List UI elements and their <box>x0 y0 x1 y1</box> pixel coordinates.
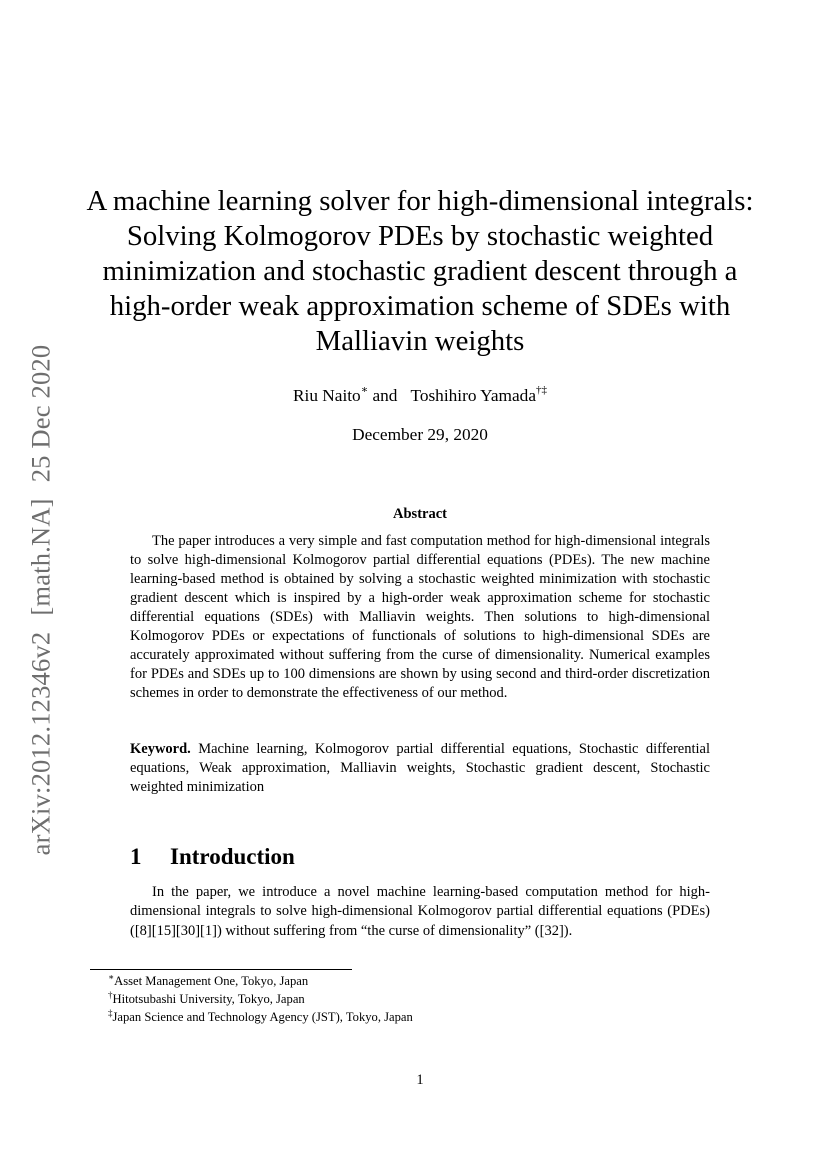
title-line: high-order weak approximation scheme of SDEs with <box>109 290 731 322</box>
footnote-text: Asset Management One, Tokyo, Japan <box>114 974 309 988</box>
author-connector: and <box>372 386 398 405</box>
abstract-text: The paper introduces a very simple and fast computation method for high-dimensional integrals to solve high-dimensional Kolmogorov partial differential equations (PDEs). The new machine learning-based method is obtained by solving a stochastic weighted minimization with stochastic gradient descent which is inspired by a high-order weak approximation scheme for stochastic differential equations (SDEs) with Malliavin weights. Then solutions to high-dimensional Kolmogorov PDEs or expectations of functionals of solutions to high-dimensional SDEs are accurately approximated without suffering from the curse of dimensionality. Numerical examples for PDEs and SDEs up to 100 dimensions are shown by using second and third-order discretization schemes in order to demonstrate the effectiveness of our method. <box>130 533 710 701</box>
author-footnote-mark: ∗ <box>360 384 369 396</box>
author-list <box>80 384 760 408</box>
footnote-text: Japan Science and Technology Agency (JST), Tokyo, Japan <box>112 1009 413 1024</box>
author-name: Riu Naito <box>293 386 361 405</box>
keywords-label: Keyword. <box>130 741 191 757</box>
footnote <box>108 973 708 991</box>
footnote <box>108 991 708 1009</box>
intro-paragraph: In the paper, we introduce a novel machine learning-based computation method for high-dimensional integrals to solve high-dimensional Kolmogorov partial differential equations (PDEs) ([8][15][30][1]) without suffering from “the curse of dimensionality” ([32]). <box>130 884 710 939</box>
title-line: Malliavin weights <box>315 325 525 357</box>
paper-date: December 29, 2020 <box>352 425 488 444</box>
footnote <box>108 1009 708 1027</box>
author-footnote-mark: †‡ <box>535 384 547 396</box>
title-line: Solving Kolmogorov PDEs by stochastic weighted <box>126 220 714 252</box>
abstract-heading: Abstract <box>393 506 447 522</box>
section-number: 1 <box>130 844 142 869</box>
arxiv-category: [math.NA] <box>25 498 56 616</box>
keywords <box>130 740 710 797</box>
arxiv-date: 25 Dec 2020 <box>25 344 56 483</box>
arxiv-stamp <box>26 345 57 856</box>
paper-title <box>80 184 760 359</box>
footnote-mark: ∗ <box>108 972 115 982</box>
section-heading <box>130 842 295 872</box>
footnote-divider <box>90 969 352 970</box>
page-number: 1 <box>416 1072 424 1088</box>
keywords-text: Machine learning, Kolmogorov partial differential equations, Stochastic differential equations, Weak approximation, Malliavin weights, Stochastic gradient descent, Stochastic weighted minimization <box>130 741 711 795</box>
section-title: Introduction <box>170 844 295 869</box>
footnotes <box>108 973 708 1026</box>
footnote-text: Hitotsubashi University, Tokyo, Japan <box>112 991 305 1006</box>
footnote-mark: ‡ <box>108 1007 113 1018</box>
arxiv-identifier: arXiv:2012.12346v2 <box>25 631 56 856</box>
footnote-mark: † <box>108 989 113 1000</box>
title-line: A machine learning solver for high-dimensional integrals: <box>86 185 754 217</box>
title-line: minimization and stochastic gradient descent through a <box>102 255 738 287</box>
author-name: Toshihiro Yamada <box>410 386 536 405</box>
